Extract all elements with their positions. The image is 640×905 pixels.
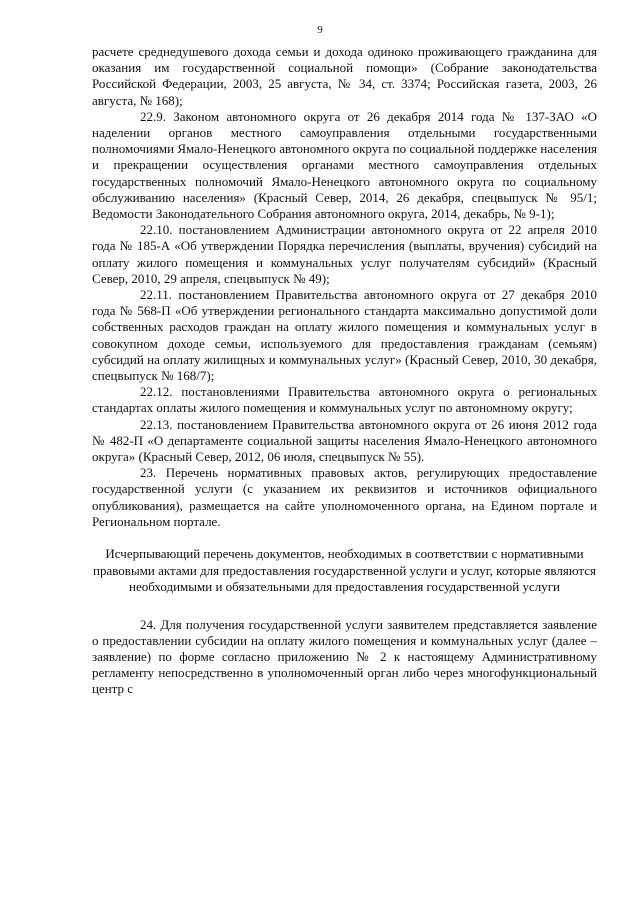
paragraph-22-10: 22.10. постановлением Администрации автономного округа от 22 апреля 2010 года № 185-А «Об утверждении Порядка перечисления (выплаты, вручения) субсидий на оплату жилого помещения и коммунальных услуг получателям субсидий» (Красный Север, 2010, 29 апреля, спецвыпуск № 49); — [92, 222, 597, 286]
paragraph-22-8-continuation: расчете среднедушевого дохода семьи и дохода одиноко проживающего гражданина для оказания им государственной социальной помощи» (Собрание законодательства Российской Федерации, 2003, 25 августа, № 34, ст. 3374; Российская газета, 2003, 26 августа, № 168); — [92, 44, 597, 108]
document-body — [92, 44, 597, 698]
paragraph-22-9: 22.9. Законом автономного округа от 26 декабря 2014 года № 137-ЗАО «О наделении органов местного самоуправления отдельными государственными полномочиями Ямало-Ненецкого автономного округа по социальной поддержке населения и прекращении осуществления органами местного самоуправления отдельных государственных полномочий Ямало-Ненецкого автономного округа по социальному обслуживанию населения» (Красный Север, 2014, 26 декабря, спецвыпуск № 95/1; Ведомости Законодательного Собрания автономного округа, 2014, декабрь, № 9-1); — [92, 108, 597, 222]
paragraph-22-12: 22.12. постановлениями Правительства автономного округа о региональных стандартах оплаты жилого помещения и коммунальных услуг по автономному округу; — [92, 384, 597, 416]
paragraph-22-13: 22.13. постановлением Правительства автономного округа от 26 июня 2012 года № 482-П «О департаменте социальной защиты населения Ямало-Ненецкого автономного округа» (Красный Север, 2012, 06 июля, спецвыпуск № 55). — [92, 416, 597, 465]
paragraph-23: 23. Перечень нормативных правовых актов, регулирующих предоставление государственной услуги (с указанием их реквизитов и источников официального опубликования), размещается на сайте уполномоченного органа, на Едином портале и Региональном портале. — [92, 465, 597, 529]
paragraph-24: 24. Для получения государственной услуги заявителем представляется заявление о предоставлении субсидии на оплату жилого помещения и коммунальных услуг (далее – заявление) по форме согласно приложению № 2 к настоящему Административному регламенту непосредственно в уполномоченный орган либо через многофункциональный центр с — [92, 616, 597, 697]
page-number: 9 — [317, 24, 323, 36]
paragraph-22-11: 22.11. постановлением Правительства автономного округа от 27 декабря 2010 года № 568-П «Об утверждении регионального стандарта максимально допустимой доли собственных расходов граждан на оплату жилого помещения и коммунальных услуг в совокупном доходе семьи, используемого для предоставления гражданам (семьям) субсидий на оплату жилищных и коммунальных услуг» (Красный Север, 2010, 30 декабря, спецвыпуск № 168/7); — [92, 287, 597, 384]
section-heading: Исчерпывающий перечень документов, необходимых в соответствии с нормативными правовыми актами для предоставления государственной услуги и услуг, которые являются необходимыми и обязательными для предоставления государственной услуги — [93, 546, 596, 595]
